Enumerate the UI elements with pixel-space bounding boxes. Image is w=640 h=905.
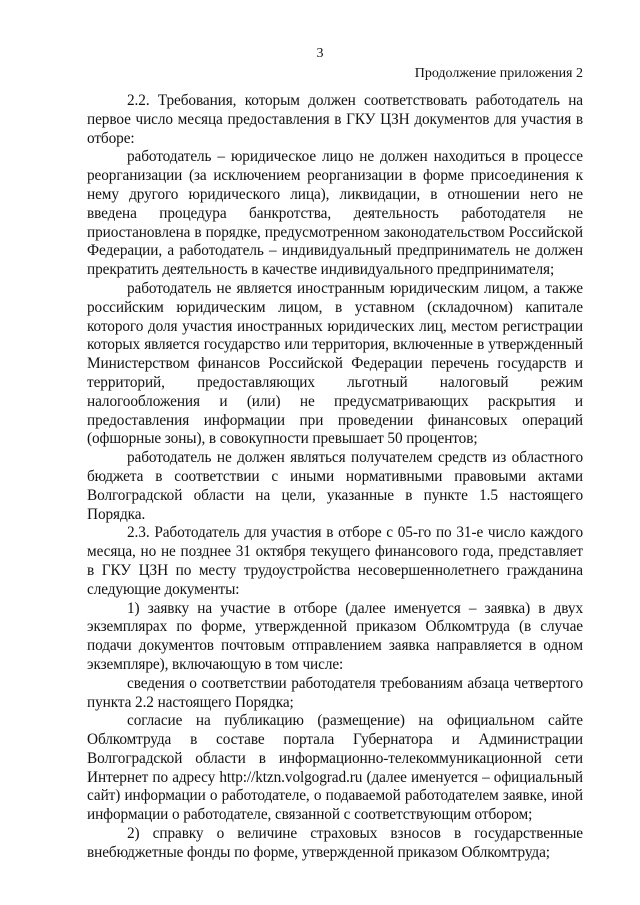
paragraph-requirement-foreign-entity: работодатель не является иностранным юридическим лицом, а также российским юридическим лицом, в уставном (складочном) капитале которого доля участия иностранных юридических лиц, местом регистрации которых является государство или территория, включенные в утвержденный Министерством финансов Российской Федерации перечень государств и территорий, предоставляющих льготный налоговый режим налогообложения и (или) не предусматривающих раскрытия и предоставления информации при проведении финансовых операций (офшорные зоны), в совокупности превышает 50 процентов; — [87, 279, 583, 448]
page-number: 3 — [316, 46, 324, 61]
paragraph-requirement-regional-budget: работодатель не должен являться получателем средств из областного бюджета в соответствии с иными нормативными правовыми актами Волгоградской области на цели, указанные в пункте 1.5 настоящего Порядка. — [87, 449, 583, 523]
paragraph-2-3-heading: 2.3. Работодатель для участия в отборе с 05-го по 31-е число каждого месяца, но не позднее 31 октября текущего финансового года, представляет в ГКУ ЦЗН по месту трудоустройства несовершеннолетнего гражданина следующие документы: — [87, 524, 583, 598]
document-body — [87, 92, 583, 863]
appendix-continuation-note: Продолжение приложения 2 — [414, 66, 583, 81]
paragraph-compliance-info: сведения о соответствии работодателя требованиям абзаца четвертого пункта 2.2 настоящего Порядка; — [87, 674, 583, 711]
paragraph-publication-consent: согласие на публикацию (размещение) на официальном сайте Облкомтруда в составе портала Губернатора и Администрации Волгоградской области в информационно-телекоммуникационной сети Интернет по адресу http://ktzn.volgograd.ru (далее именуется – официальный сайт) информации о работодателе, о подаваемой работодателем заявке, иной информации о работодателе, связанной с соответствующим отбором; — [87, 712, 583, 824]
paragraph-requirement-legal-status: работодатель – юридическое лицо не должен находиться в процессе реорганизации (за исключением реорганизации в форме присоединения к нему другого юридического лица), ликвидации, в отношении него не введена процедура банкротства, деятельность работодателя не приостановлена в порядке, предусмотренном законодательством Российской Федерации, а работодатель – индивидуальный предприниматель не должен прекратить деятельность в качестве индивидуального предпринимателя; — [87, 148, 583, 279]
paragraph-item-2-certificate: 2) справку о величине страховых взносов в государственные внебюджетные фонды по форме, утвержденной приказом Облкомтруда; — [87, 825, 583, 861]
paragraph-2-2-heading: 2.2. Требования, которым должен соответствовать работодатель на первое число месяца предоставления в ГКУ ЦЗН документов для участия в отборе: — [87, 92, 583, 147]
paragraph-item-1-application: 1) заявку на участие в отборе (далее именуется – заявка) в двух экземплярах по форме, утвержденной приказом Облкомтруда (в случае подачи документов почтовым отправлением заявка направляется в одном экземпляре), включающую в том числе: — [87, 599, 583, 673]
